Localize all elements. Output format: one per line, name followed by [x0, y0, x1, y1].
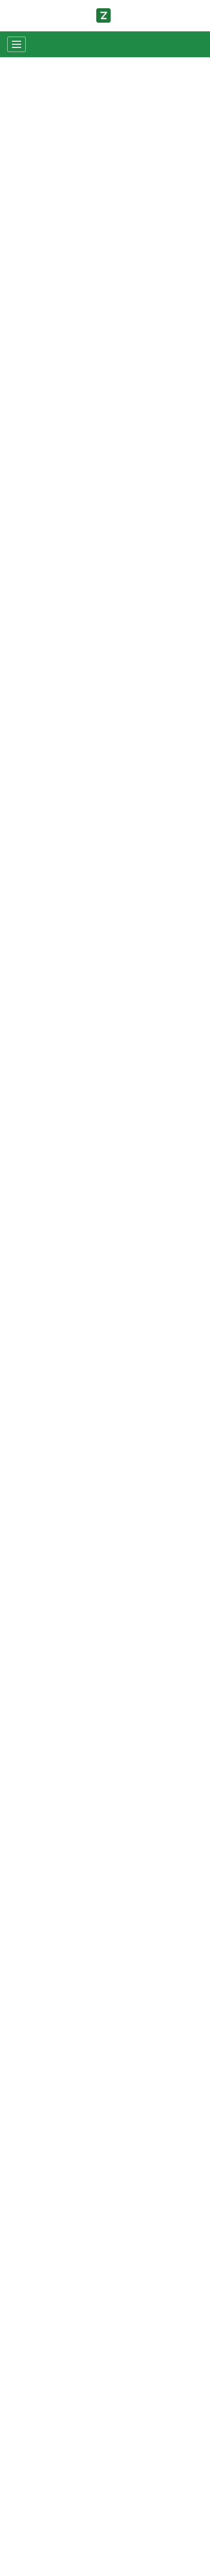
- hamburger-icon: [12, 41, 21, 42]
- site-header: [0, 0, 210, 31]
- hamburger-menu-button[interactable]: [7, 37, 26, 52]
- logo-icon: [96, 8, 111, 23]
- site-logo-link[interactable]: [96, 8, 114, 23]
- article-content: [0, 57, 210, 91]
- main-nav: [0, 31, 210, 57]
